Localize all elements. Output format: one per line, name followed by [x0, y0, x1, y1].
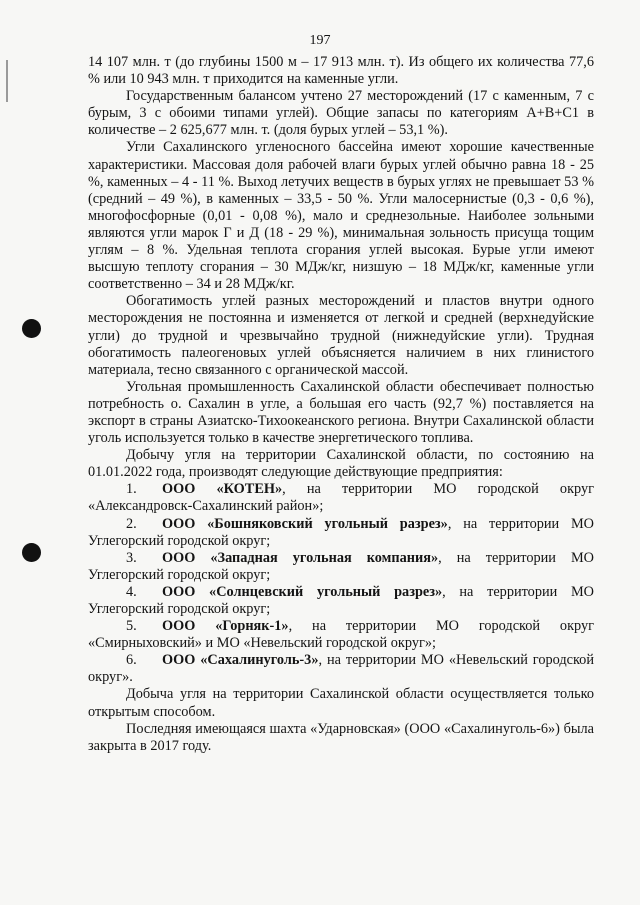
enterprise-location: , на территории МО «Невельский городской округ».: [88, 652, 594, 686]
list-item: [88, 516, 594, 550]
enterprise-name: ООО «Западная угольная компания»: [162, 549, 439, 566]
list-number: 5.: [126, 618, 137, 635]
paragraph-enterprises-intro: Добычу угля на территории Сахалинской области, по состоянию на 01.01.2022 года, производят следующие действующие предприятия:: [88, 447, 594, 481]
paragraph-reserves-intro: 14 107 млн. т (до глубины 1500 м – 17 913 млн. т). Из общего их количества 77,6 % или 10 943 млн. т приходится на каменные угли.: [88, 54, 594, 88]
enterprise-name: ООО «Горняк-1»: [162, 618, 289, 635]
list-item: [88, 550, 594, 584]
paragraph-coal-quality: Угли Сахалинского угленосного бассейна имеют хорошие качественные характеристики. Массовая доля рабочей влаги бурых углей обычно равна 18 - 25 %, каменных – 4 - 11 %. Выход летучих веществ в бурых углях не превышает 53 % (средний – 49 %), в каменных – 33,5 - 50 %. Угли малосернистые (0,3 - 0,6 %), многофосфорные (0,01 - 0,08 %), мало и среднезольные. Наиболее зольными являются угли марок Г и Д (18 - 29 %), минимальная зольность присуща тощим углям – 8 %. Удельная теплота сгорания углей высокая. Бурые угли имеют высшую теплоту сгорания – 30 МДж/кг, низшую – 18 МДж/кг, каменные угли соответственно – 34 и 28 МДж/кг.: [88, 139, 594, 293]
enterprise-location: , на территории МО Углегорский городской округ;: [88, 583, 594, 617]
paragraph-mining-method: Добыча угля на территории Сахалинской области осуществляется только открытым способом.: [88, 686, 594, 720]
punch-hole-bottom: [22, 543, 41, 562]
scan-margin-mark: [6, 60, 8, 102]
enterprise-name: ООО «Сахалинуголь-3»: [162, 652, 319, 669]
punch-hole-top: [22, 319, 41, 338]
enterprise-name: ООО «Солнцевский угольный разрез»: [162, 583, 443, 600]
list-number: 3.: [126, 549, 137, 566]
paragraph-last-mine: Последняя имеющаяся шахта «Ударновская» (ООО «Сахалинуголь-6») была закрыта в 2017 году.: [88, 720, 594, 754]
list-item: [88, 652, 594, 686]
enterprise-name: ООО «Бошняковский угольный разрез»: [162, 515, 448, 532]
list-item: [88, 584, 594, 618]
list-number: 2.: [126, 515, 137, 532]
list-item: [88, 481, 594, 515]
paragraph-enrichment: Обогатимость углей разных месторождений и пластов внутри одного месторождения не постоянна и изменяется от легкой и средней (верхнедуйские угли) до трудной и чрезвычайно трудной (нижнедуйские угли). Трудная обогатимость палеогеновых углей объясняется наличием в них глинистого материала, тесно связанного с органической массой.: [88, 293, 594, 378]
enterprise-name: ООО «КОТЕН»: [162, 481, 283, 498]
paragraph-coal-industry: Угольная промышленность Сахалинской области обеспечивает полностью потребность о. Сахалин в угле, а большая его часть (92,7 %) поставляется на экспорт в страны Азиатско-Тихоокеанского региона. Внутри Сахалинской области уголь используется только в качестве энергетического топлива.: [88, 378, 594, 447]
enterprise-location: , на территории МО городской округ «Смирныховский» и МО «Невельский городской округ»;: [88, 618, 594, 652]
page-number: 197: [309, 33, 331, 48]
list-number: 4.: [126, 583, 137, 600]
list-number: 6.: [126, 652, 137, 669]
enterprise-location: , на территории МО городской округ «Александровск-Сахалинский район»;: [88, 481, 594, 515]
paragraph-state-balance: Государственным балансом учтено 27 месторождений (17 с каменным, 7 с бурым, 3 с обоими типами углей). Общие запасы по категориям А+В+С1 в количестве – 2 625,677 млн. т. (доля бурых углей – 53,1 %).: [88, 88, 594, 139]
enterprise-location: , на территории МО Углегорский городской округ;: [88, 549, 594, 583]
enterprise-location: , на территории МО Углегорский городской округ;: [88, 515, 595, 549]
document-body: [88, 54, 594, 755]
list-item: [88, 618, 594, 652]
list-number: 1.: [126, 481, 137, 498]
